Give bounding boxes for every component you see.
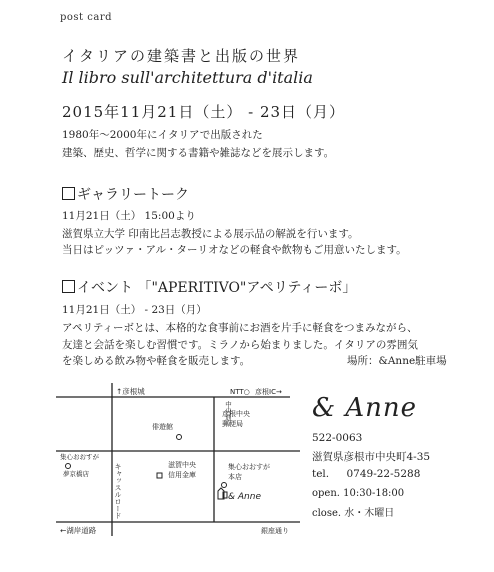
checkbox-square-icon — [62, 187, 75, 200]
shop-tel-label: tel. — [312, 468, 330, 480]
shop-address: 滋賀県彦根市中央町4-35 — [312, 451, 431, 463]
description-line-1: 1980年～2000年にイタリアで出版された — [62, 129, 263, 141]
title-italian: Il libro sull'architettura d'italia — [62, 68, 313, 87]
map-label-ginza-dori: 銀座通り — [261, 527, 289, 535]
gallery-talk-line-2: 当日はピッツァ・アル・ターリオなどの軽食や飲物もご用意いたします。 — [62, 244, 407, 256]
map-label-hikone-castle: ↑彦根城 — [116, 387, 145, 396]
map-label-hikone-post-2: 郵便局 — [222, 420, 243, 428]
map-label-castle-road: キャッスルロード — [114, 463, 122, 519]
map-label-yuyukan: 俳遊館 — [152, 423, 173, 431]
map-label-shuushin-main-1: 集心おおすが — [228, 463, 270, 471]
map-label-ntt: NTT○ — [230, 388, 250, 396]
event-time: 11月21日（土） - 23日（月） — [62, 304, 207, 316]
event-line-1: アペリティーボとは、本格的な食事前にお酒を片手に軽食をつまみながら、 — [62, 322, 418, 334]
shop-tel — [312, 468, 420, 480]
map-label-shuushin-main-2: 本店 — [228, 473, 242, 481]
gallery-talk-heading-text: ギャラリートーク — [77, 187, 189, 203]
shop-tel-number: 0749-22-5288 — [346, 468, 421, 480]
map-label-shiga-chuo-1: 滋賀中央 — [168, 461, 196, 469]
map-label-hikone-ic: 彦根IC→ — [255, 388, 282, 396]
map-label-shuushin-left-2: 夢京橋店 — [63, 470, 89, 478]
map-label-hikone-post-1: 彦根中央 — [222, 410, 250, 418]
map-label-shuushin-left-1: 集心おおすが — [60, 453, 99, 461]
event-line-3: を楽しめる飲み物や軽食を販売します。 — [62, 355, 251, 367]
shop-open-hours: open. 10:30-18:00 — [312, 488, 405, 499]
gallery-talk-time: 11月21日（土） 15:00より — [62, 210, 196, 222]
event-heading — [62, 277, 356, 297]
gallery-talk-heading — [62, 184, 189, 204]
access-map — [56, 383, 300, 536]
event-venue: 場所：&Anne駐車場 — [347, 355, 447, 367]
shop-closed-days: close. 水・木曜日 — [312, 508, 395, 519]
description-line-2: 建築、歴史、哲学に関する書籍や雑誌などを展示します。 — [62, 147, 335, 159]
map-label-chuo-dori: 中央通り — [206, 401, 232, 409]
map-label-kohan-road: ←湖岸道路 — [60, 526, 97, 535]
event-date: 2015年11月21日（土） - 23日（月） — [62, 103, 346, 121]
shop-postal-code: 522-0063 — [312, 432, 363, 444]
event-line-2: 友達と会話を楽しむ習慣です。ミラノから始まりました。イタリアの雰囲気 — [62, 339, 418, 351]
postcard-label: post card — [60, 12, 112, 23]
map-label-anne: & Anne — [228, 492, 261, 502]
map-label-shiga-chuo-2: 信用金庫 — [168, 471, 196, 479]
event-heading-text: イベント 「"APERITIVO"アペリティーボ」 — [77, 280, 357, 296]
title-japanese: イタリアの建築書と出版の世界 — [62, 47, 301, 65]
shop-logo: & Anne — [312, 393, 418, 423]
checkbox-square-icon — [62, 280, 75, 293]
gallery-talk-line-1: 滋賀県立大学 印南比呂志教授による展示品の解説を行います。 — [62, 228, 359, 240]
